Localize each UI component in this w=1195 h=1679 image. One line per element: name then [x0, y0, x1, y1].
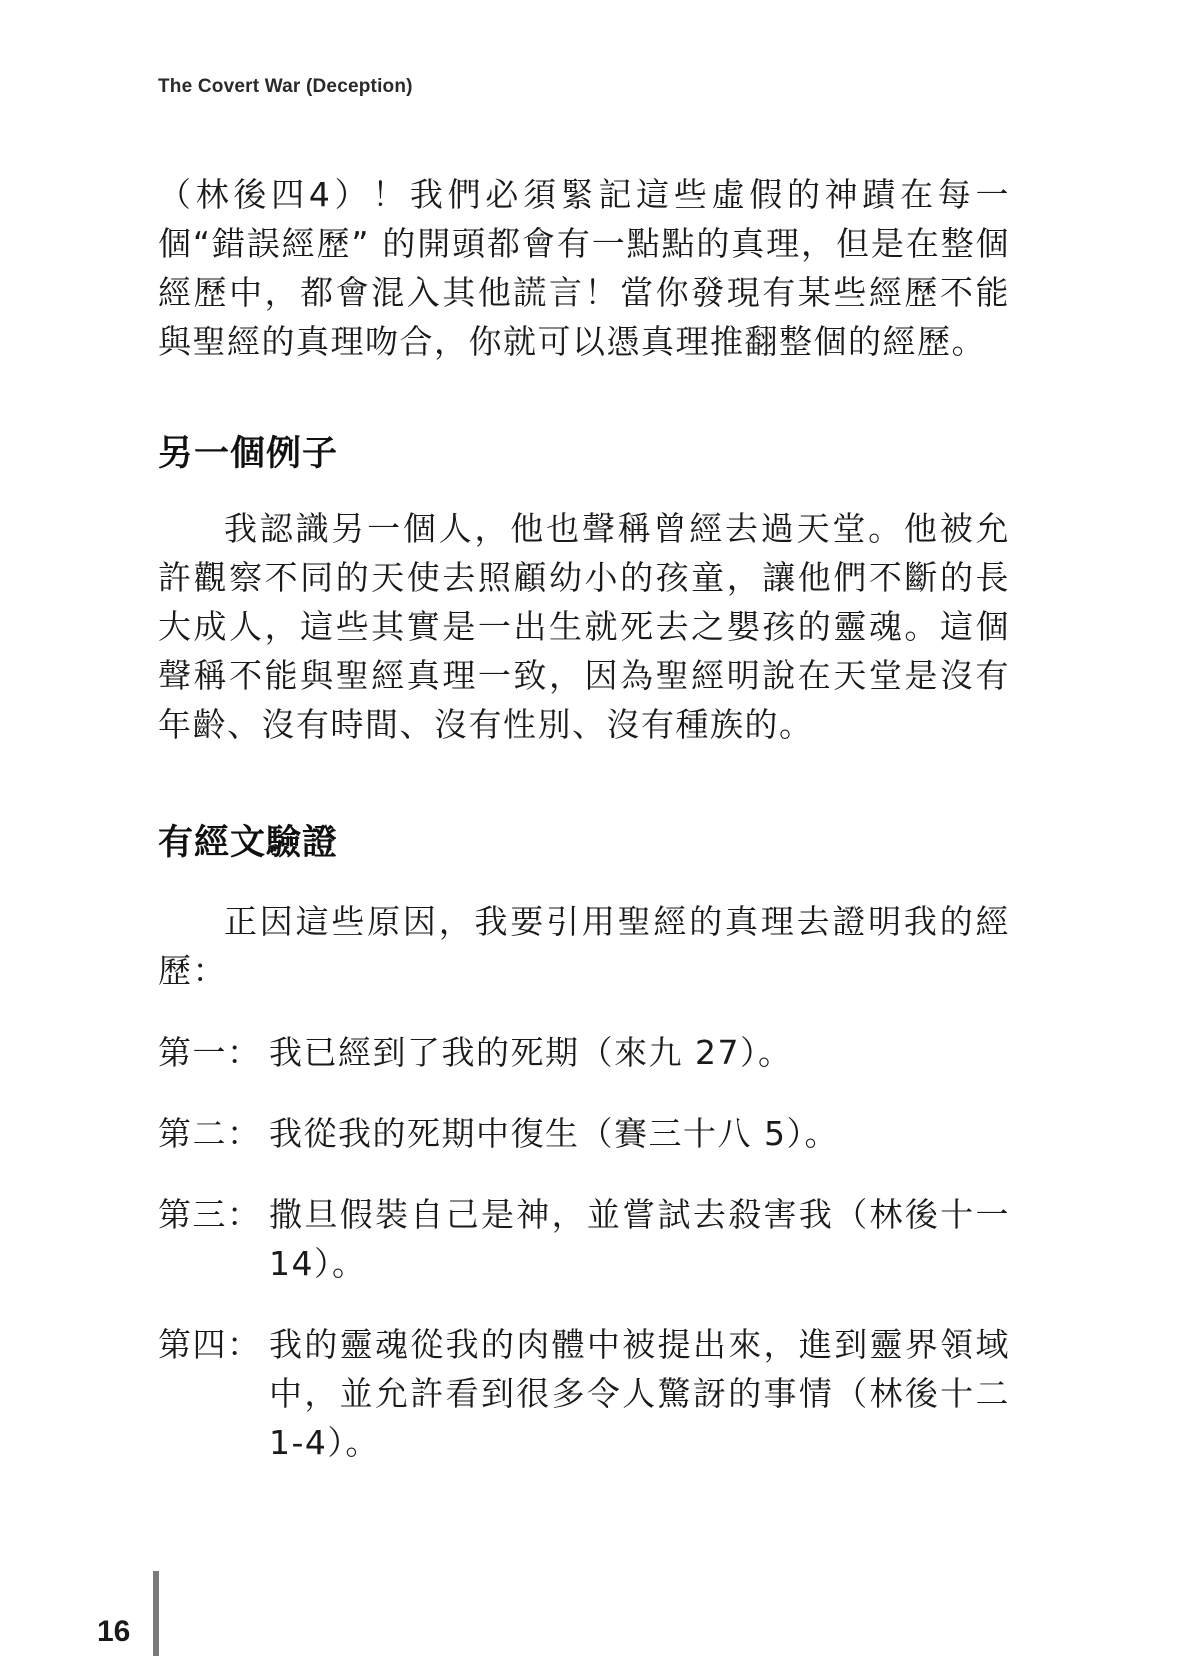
- list-item-point-2: [158, 1109, 1010, 1158]
- list-item-point-3: [158, 1190, 1010, 1288]
- page-number-divider: [153, 1571, 159, 1656]
- point-text: 我從我的死期中復生（賽三十八 5）。: [269, 1114, 839, 1153]
- list-item-point-4: [158, 1320, 1010, 1467]
- section-heading-another-example: 另一個例子: [158, 434, 339, 474]
- point-text: 撒旦假裝自己是神，並嘗試去殺害我（林後十一 14）。: [269, 1195, 1010, 1283]
- section-heading-scripture-verification: 有經文驗證: [158, 823, 339, 863]
- point-label: 第一：: [158, 1033, 262, 1072]
- point-text: 我的靈魂從我的肉體中被提出來，進到靈界領域中，並允許看到很多令人驚訝的事情（林後十二 1-4）。: [269, 1325, 1010, 1462]
- point-label: 第二：: [158, 1114, 262, 1153]
- point-label: 第三：: [158, 1195, 262, 1234]
- point-text: 我已經到了我的死期（來九 27）。: [269, 1033, 793, 1072]
- point-label: 第四：: [158, 1325, 262, 1364]
- list-item-point-1: [158, 1028, 1010, 1077]
- paragraph-continuation: （林後四4）！我們必須緊記這些虛假的神蹟在每一個“錯誤經歷” 的開頭都會有一點點的真理，但是在整個經歷中，都會混入其他謊言！當你發現有某些經歷不能與聖經的真理吻合，你就可以憑真理推翻整個的經歷。: [158, 175, 1010, 361]
- paragraph-scripture-intro: 正因這些原因，我要引用聖經的真理去證明我的經歷：: [158, 902, 1010, 990]
- paragraph-another-example: 我認識另一個人，他也聲稱曾經去過天堂。他被允許觀察不同的天使去照顧幼小的孩童，讓他們不斷的長大成人，這些其實是一出生就死去之嬰孩的靈魂。這個聲稱不能與聖經真理一致，因為聖經明說在天堂是沒有年齡、沒有時間、沒有性別、沒有種族的。: [158, 509, 1010, 744]
- running-header-title: The Covert War (Deception): [158, 76, 413, 97]
- page-body: [158, 170, 1010, 1467]
- page-number: 16: [97, 1615, 131, 1648]
